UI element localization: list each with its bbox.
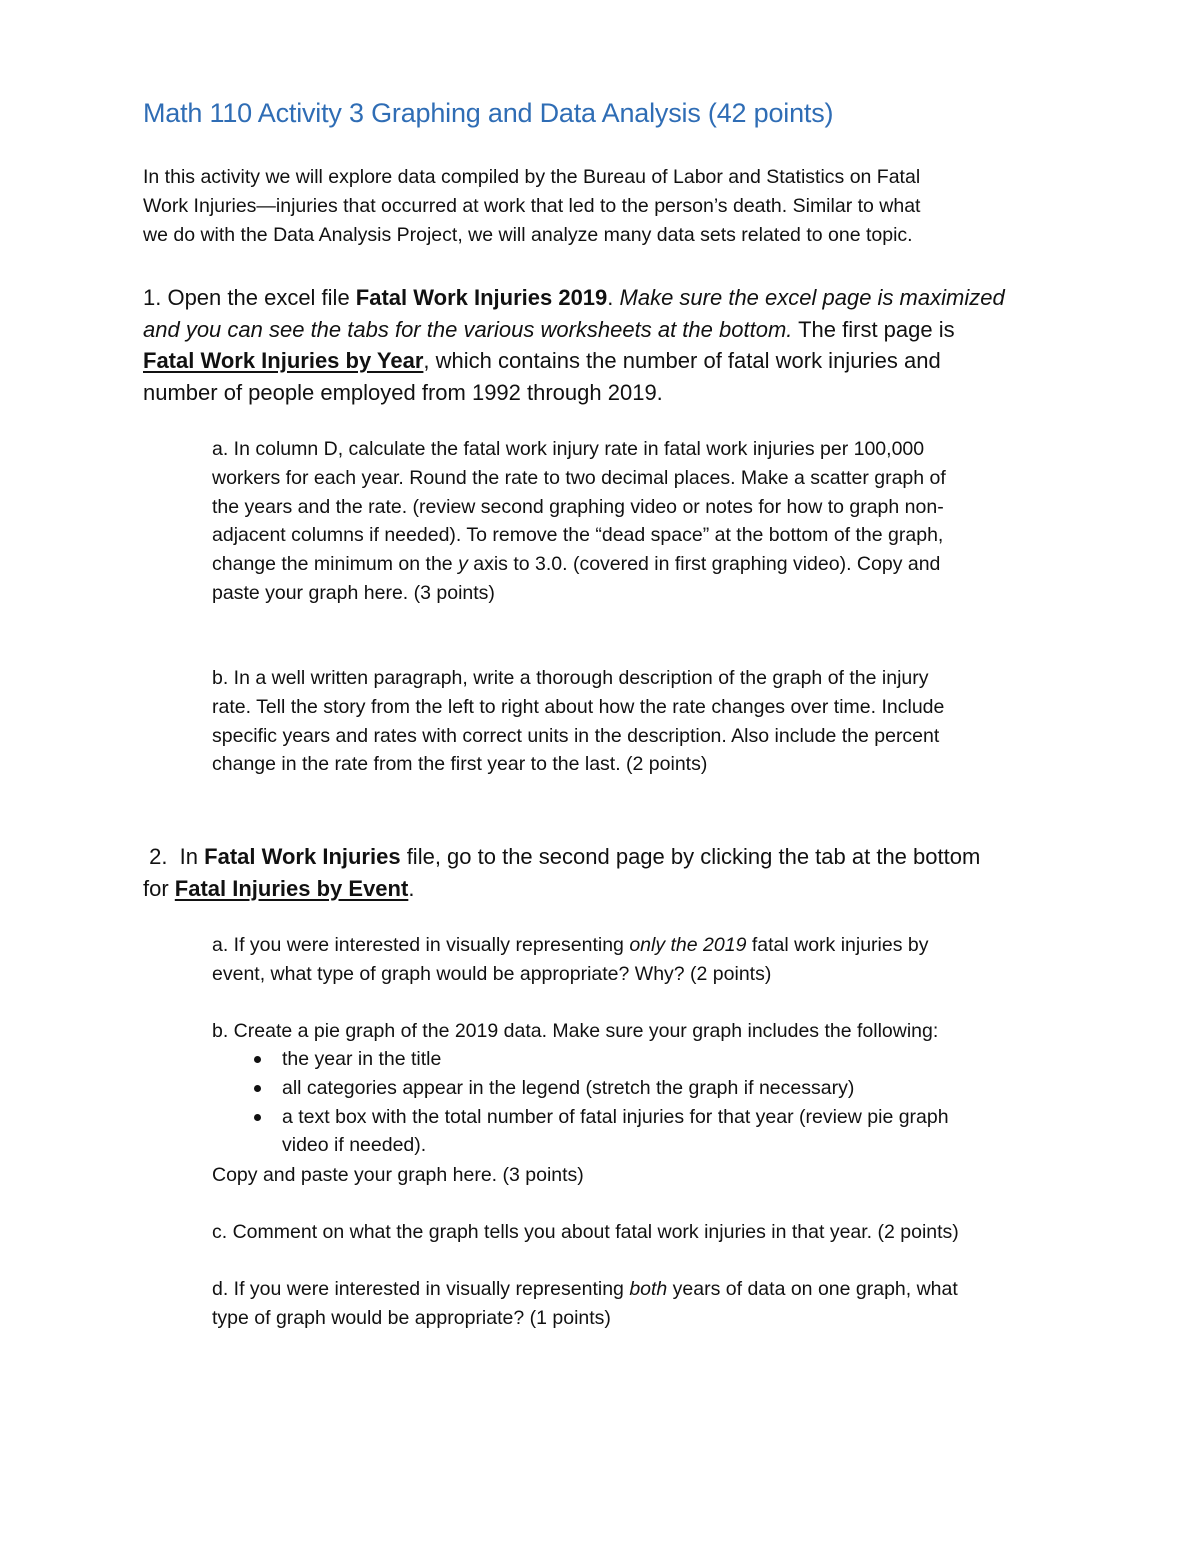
question-2c: c. Comment on what the graph tells you about fatal work injuries in that year. (2 points)	[212, 1221, 959, 1243]
requirements-list	[212, 1045, 949, 1160]
question-1b: b. In a well written paragraph, write a thorough description of the graph of the injury rate. Tell the story from the left to right about how the rate changes over time. Include specific years and rates with correct units in the description. Also include the percent change in the rate from the first year to the last. (2 points)	[212, 667, 945, 776]
worksheet-name: Fatal Work Injuries by Year	[143, 348, 424, 373]
question-2-line: for Fatal Injuries by Event.	[143, 875, 415, 901]
question-1-line: number of people employed from 1992 through 2019.	[143, 379, 663, 405]
bullet-icon	[254, 1114, 261, 1121]
bullet-icon	[254, 1085, 261, 1092]
instruction-italic: Make sure the excel page is maximized	[619, 285, 1005, 310]
question-1-line: 1. Open the excel file Fatal Work Injuries 2019. Make sure the excel page is maximized	[143, 285, 1005, 310]
intro-line: we do with the Data Analysis Project, we will analyze many data sets related to one topic.	[143, 224, 913, 246]
question-2b: b. Create a pie graph of the 2019 data. Make sure your graph includes the following:	[212, 1020, 939, 1042]
question-1a: a. In column D, calculate the fatal work injury rate in fatal work injuries per 100,000 workers for each year. Round the rate to two decimal places. Make a scatter graph of the years and the rate. (review second graphing video or notes for how to graph non- adjacent columns if needed). To remove the “dead space” at the bottom of the graph, change the minimum on the y axis to 3.0. (covered in first graphing video). Copy and paste your graph here. (3 points)	[212, 438, 946, 604]
bullet-icon	[254, 1056, 261, 1063]
list-item: all categories appear in the legend (stretch the graph if necessary)	[212, 1074, 949, 1103]
question-2-line: 2. In Fatal Work Injuries file, go to the second page by clicking the tab at the bottom	[143, 844, 981, 869]
document-title: Math 110 Activity 3 Graphing and Data Analysis (42 points)	[143, 98, 834, 128]
instruction-italic: and you can see the tabs for the various worksheets at the bottom.	[143, 316, 793, 342]
worksheet-name: Fatal Injuries by Event	[174, 875, 409, 901]
intro-line: Work Injuries—injuries that occurred at work that led to the person’s death. Similar to what	[143, 195, 921, 217]
list-item: the year in the title	[212, 1045, 949, 1074]
list-item: a text box with the total number of fatal injuries for that year (review pie graph	[212, 1103, 949, 1132]
file-name: Fatal Work Injuries 2019	[355, 285, 608, 310]
question-2	[143, 841, 980, 904]
question-2d: d. If you were interested in visually representing both years of data on one graph, what type of graph would be appropriate? (1 points)	[212, 1278, 958, 1329]
copy-instruction: Copy and paste your graph here. (3 points)	[212, 1164, 584, 1186]
intro-line: In this activity we will explore data compiled by the Bureau of Labor and Statistics on Fatal	[143, 166, 921, 188]
question-1-line: and you can see the tabs for the various worksheets at the bottom. The first page is	[143, 316, 955, 342]
question-1	[143, 282, 1005, 408]
file-name: Fatal Work Injuries	[204, 844, 401, 869]
question-2a: a. If you were interested in visually representing only the 2019 fatal work injuries by event, what type of graph would be appropriate? Why? (2 points)	[212, 934, 929, 985]
list-item-continuation: video if needed).	[282, 1134, 427, 1157]
intro-paragraph	[143, 163, 920, 250]
question-1-line: Fatal Work Injuries by Year, which contains the number of fatal work injuries and	[143, 348, 941, 373]
